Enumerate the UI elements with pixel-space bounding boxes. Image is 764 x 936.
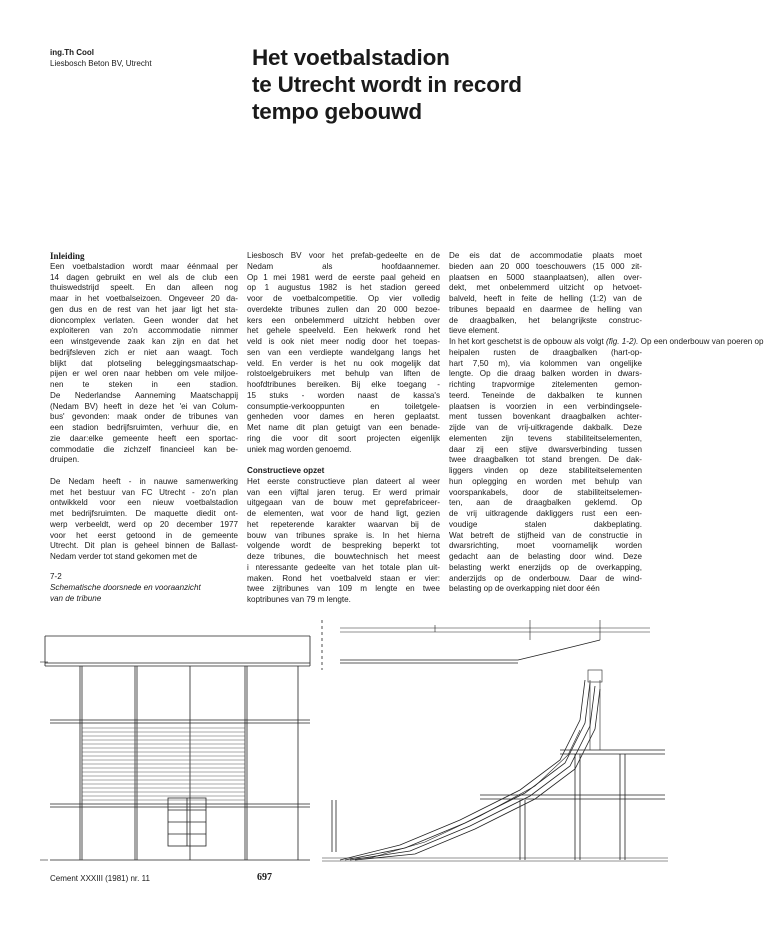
text-line: het repeterende karakter waarvan bij de [247, 519, 440, 529]
text-line: (Nedam BV) heeft in deze het 'ei van Colum- [50, 401, 238, 411]
text-line: koptribunes van 79 m lengte. [247, 595, 351, 604]
text-column-2 [247, 251, 440, 606]
text-line: twee zijtribunes van 109 m lengte en twee [247, 584, 440, 594]
text-line: ring die voor dit soort projecten eigenlijk [247, 433, 440, 443]
text-line: zijde van de vrij-uitkragende dakbalk. Deze [449, 423, 642, 432]
text-line: sen van een verdiepte wandelgang langs het [247, 347, 440, 357]
text-line: met het bestuur van FC Utrecht - zo'n plan [50, 487, 238, 497]
title-line: Het voetbalstadion [252, 45, 450, 70]
text-line: In het kort geschetst is de opbouw als volgt (fig. 1-2). Op een onderbouw van poeren op [449, 337, 764, 346]
text-line: bieden aan 20 000 toeschouwers (15 000 zit- [449, 261, 642, 271]
text-line: De Nederlandse Aanneming Maatschappij [50, 390, 238, 400]
text-line: richting trapvormige zitelementen gemon- [449, 380, 642, 389]
text-line: veld. En verder is het nu ook mogelijk dat [247, 358, 440, 368]
text-line: pijen er wel oren naar hebben om vele miljoe- [50, 369, 238, 379]
subsection-heading: Constructieve opzet [247, 466, 325, 475]
text-line: Liesbosch BV voor het prefab-gedeelte en de [247, 251, 440, 260]
text-line: zie daar:elke gemeente heeft een sportac- [50, 433, 238, 443]
paragraph [449, 251, 642, 337]
text-line: voorspankabels, door de stabiliteitselemen- [449, 487, 642, 497]
title-line: tempo gebouwd [252, 99, 422, 124]
text-line: bedrijfsleven zich er niet aan waagt. Toch [50, 347, 238, 357]
figure-number: 7-2 [50, 572, 62, 581]
text-line: belasting op de overkapping niet door één [449, 584, 600, 594]
figure-caption [50, 572, 201, 604]
text-line: 15 stuks - worden naast de kassa's [247, 390, 440, 400]
text-line: deze tribunes, die bouwtechnisch het meest [247, 552, 440, 561]
text-line: plaatsen is voorzien in een verbindingsele- [449, 401, 642, 411]
text-line: rolstoelgebruikers met behulp van liften de [247, 369, 440, 379]
text-line: dekt, met onbelemmerd uitzicht op hetvoet- [449, 283, 642, 293]
text-line: plaatsen en 5000 staanplaatsen), allen over- [449, 272, 642, 282]
text-line: belasting werkt enerzijds op de overkapping, [449, 562, 642, 572]
text-line: uniek mag worden genoemd. [247, 444, 352, 454]
text-line: Utrecht. Dit plan is geheel binnen de Ballast- [50, 541, 238, 551]
text-line: bus' gevonden: maak onder de tribunes van [50, 412, 238, 422]
author-affiliation: Liesbosch Beton BV, Utrecht [50, 59, 152, 68]
text-line: de elementen, wat voor de hand ligt, gezien [247, 509, 440, 518]
text-line: Met name dit plan getuigt van een benade- [247, 423, 440, 432]
author-name: ing.Th Cool [50, 48, 94, 57]
text-line: Wat betreft de stijfheid van de constructie in [449, 530, 642, 540]
text-line: een winstgevende zaak kan zijn en dat het [50, 337, 238, 346]
paragraph [449, 337, 764, 595]
journal-reference: Cement XXXIII (1981) nr. 11 [50, 874, 150, 883]
text-line: thuiswedstrijd speelt. En dan alleen nog [50, 283, 238, 293]
text-line: een stadion bedrijfsruimten, verhuur die, en [50, 423, 238, 432]
text-line: voor het eerst getoond in de gemeente [50, 530, 238, 540]
text-line: dioncomplex verlaten. Geen wonder dat het [50, 315, 238, 325]
text-line: hart 7,50 m), via kolommen van ongelijke [449, 358, 642, 368]
text-line: van een vijftal jaren terug. Er werd primair [247, 487, 440, 497]
article-title [252, 44, 672, 125]
caption-line: van de tribune [50, 593, 102, 603]
text-line: daar zij een stijve dwarsverbinding tussen [449, 444, 642, 454]
text-line: De Nedam heeft - in nauwe samenwerking [50, 476, 238, 486]
text-line: maar in het voetbalseizoen. Ongeveer 20 da- [50, 294, 238, 303]
text-line: druipen. [50, 455, 80, 465]
text-line: Op 1 mei 1981 werd de eerste paal geheid en [247, 272, 440, 282]
text-line: voudige stalen dakbeplating. [449, 519, 642, 529]
text-line: Nedam als hoofdaannemer. [247, 261, 440, 271]
text-line: de vrij uitkragende dakliggers rust een een- [449, 509, 642, 518]
text-line: hun oplegging en worden met behulp van [449, 476, 642, 486]
text-column-1 [50, 251, 238, 563]
text-line: Een voetbalstadion wordt maar éénmaal per [50, 261, 238, 271]
text-line: ment tussen bovenkant draagbalken achter- [449, 412, 642, 422]
text-line: werp verbeeldt, werd op 20 december 1977 [50, 519, 238, 529]
text-line: elementen zijn tevens stabiliteitselementen, [449, 433, 642, 443]
cross-section [322, 620, 668, 861]
paragraph [50, 477, 238, 563]
caption-line: Schematische doorsnede en vooraanzicht [50, 582, 201, 592]
text-line: blijkt dat plotseling beleggingsmaatschap- [50, 358, 238, 368]
text-line: liggers vinden op deze stabiliteitselementen [449, 466, 642, 475]
figure-reference: (fig. 1-2). [606, 337, 639, 346]
author-block [50, 47, 152, 69]
text-line: dwarsrichting, moet voornamelijk worden [449, 541, 642, 551]
text-line: 14 dagen gebruikt en wel als de club een [50, 272, 238, 282]
front-elevation [40, 636, 310, 860]
text-line: uitgegaan van de bouw met geprefabriceer- [247, 498, 440, 508]
text-line: De eis dat de accommodatie plaats moet [449, 251, 642, 260]
text-line: Het eerste constructieve plan dateert al weer [247, 476, 440, 486]
tribune-drawing [40, 620, 670, 865]
text-line: Nedam verder tot stand gekomen met de [50, 552, 198, 561]
text-line: heipalen rusten de draagbalken (hart-op- [449, 347, 642, 357]
text-line: ontwikkeld voor een nieuw voetbalstadion [50, 498, 238, 508]
text-line: tribunes bepaald en daarmee de helling van [449, 304, 642, 314]
text-line: consumptie-verkooppunten en toiletgele- [247, 401, 440, 411]
text-line: op 1 augustus 1982 is het stadion gereed [247, 283, 440, 293]
text-line: gedacht aan de belasting door wind. Deze [449, 552, 642, 561]
text-line: genheden voor dames en heren geplaatst. [247, 412, 440, 422]
text-line: anderzijds op de onderbouw. Daar de wind- [449, 573, 642, 583]
text-line: lengte. Op die draag balken worden in dwars- [449, 369, 642, 379]
text-line: de draagbalken, het belangrijkste construc- [449, 315, 642, 325]
text-line: voor de voetbalcompetitie. Op vier volledig [247, 294, 440, 303]
text-line: het gehele speelveld. Een hekwerk rond het [247, 326, 440, 336]
paragraph [247, 251, 440, 455]
text-line: teerd. Teneinde de dakbalken te kunnen [449, 390, 642, 400]
text-line: maken. Rond het voetbalveld staan er vier: [247, 573, 440, 583]
text-line: volgende wordt de bespreking beperkt tot [247, 541, 440, 551]
paragraph [50, 262, 238, 466]
text-line: ten, aan de draagbalken geklemd. Op [449, 498, 642, 508]
page-number: 697 [257, 872, 272, 883]
text-line: nen te steken in een stadion. [50, 380, 238, 389]
text-line: kers een onbelemmerd uitzicht hebben over [247, 315, 440, 325]
text-line: bouw van tribunes sprake is. In het hierna [247, 530, 440, 540]
title-line: te Utrecht wordt in record [252, 72, 522, 97]
text-line: veld is ook niet meer nodig door het toepas- [247, 337, 440, 346]
text-line: commodatie die zichzelf financieel kan be- [50, 444, 238, 454]
text-line: i nteressante gedeelte van het totale plan uit- [247, 562, 440, 572]
text-line: balveld, heeft in feite de helling (1:2) van de [449, 294, 642, 303]
text-line: tieve element. [449, 326, 500, 336]
section-heading: Inleiding [50, 251, 85, 261]
text-line: met bedrijfsruimten. De maquette diedit ont- [50, 509, 238, 518]
text-column-3 [449, 251, 764, 595]
text-line: gen dus en de rest van het jaar ligt het sta- [50, 304, 238, 314]
text-line: hoofdtribunes bereiken. Bij elke toegang - [247, 380, 440, 389]
paragraph [247, 477, 440, 606]
text-line: twee draagbalken tot stand brengen. De dak- [449, 455, 642, 465]
text-line: overdekte tribunes zullen dan 20 000 bezoe- [247, 304, 440, 314]
text-line: exploiteren van zo'n accommodatie nimmer [50, 326, 238, 336]
